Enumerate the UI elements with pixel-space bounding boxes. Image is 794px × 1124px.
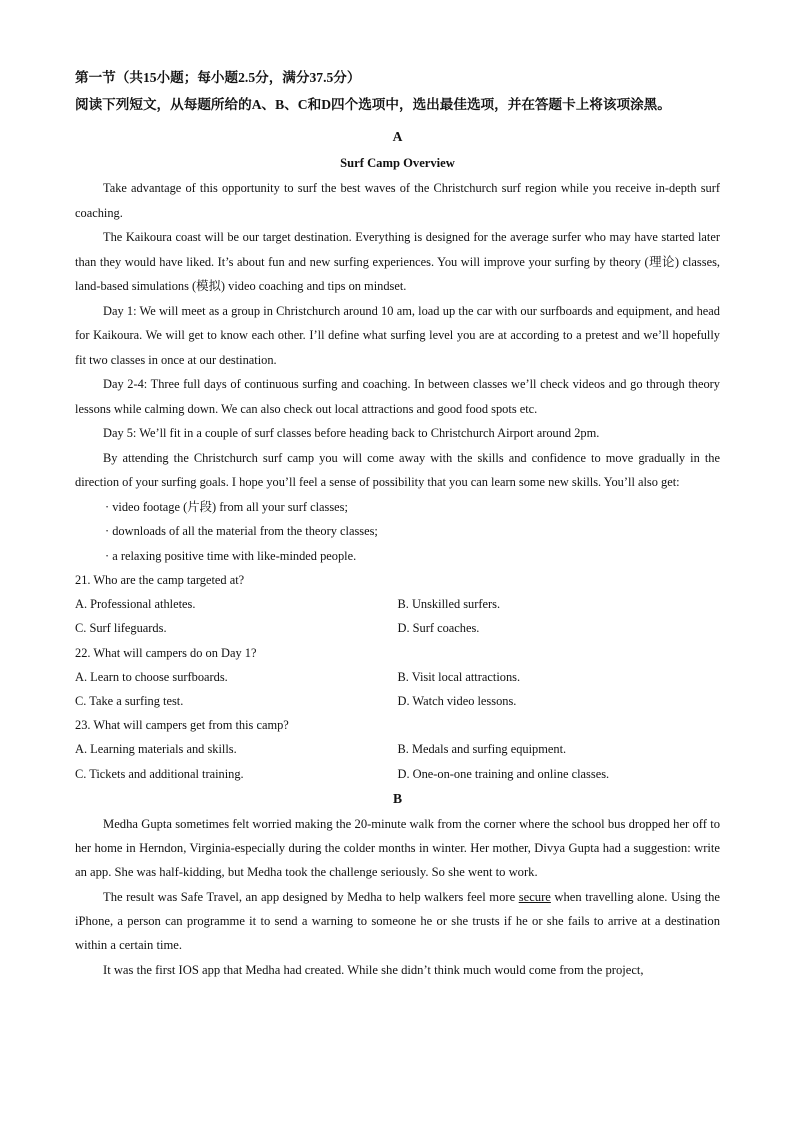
option-d[interactable]: D. Watch video lessons. <box>397 694 517 709</box>
question-23-options-row-2 <box>75 762 720 786</box>
passage-a-paragraph-1: Take advantage of this opportunity to surf the best waves of the Christchurch surf region while you receive in-depth surf coaching. <box>75 181 720 220</box>
paragraph-2-text-before: The result was Safe Travel, an app designed by Medha to help walkers feel more <box>103 889 519 904</box>
passage-b-letter: B <box>392 790 403 806</box>
passage-a-title: Surf Camp Overview <box>340 156 455 170</box>
question-22-stem: 22. What will campers do on Day 1? <box>75 645 257 660</box>
option-a[interactable]: A. Learning materials and skills. <box>75 742 237 757</box>
question-21-options-row-2 <box>75 616 720 640</box>
passage-a-paragraph-5: Day 5: We’ll fit in a couple of surf classes before heading back to Christchurch Airport around 2pm. <box>103 426 600 440</box>
benefit-bullet: · video footage (片段) from all your surf classes; <box>105 499 348 514</box>
passage-b-paragraph-2 <box>75 885 720 958</box>
exam-page <box>75 66 720 982</box>
option-c[interactable]: C. Tickets and additional training. <box>75 766 244 781</box>
option-a[interactable]: A. Professional athletes. <box>75 597 196 612</box>
passage-a-paragraph-4: Day 2-4: Three full days of continuous surfing and coaching. In between classes we’ll check videos and go through theory lessons while calming down. We can also check out local attractions and good food spots etc. <box>75 377 720 416</box>
option-d[interactable]: D. One-on-one training and online classes. <box>397 766 610 781</box>
question-22-options-row-2 <box>75 689 720 713</box>
passage-b-paragraph-3: It was the first IOS app that Medha had created. While she didn’t think much would come from the project, <box>103 962 644 977</box>
passage-a-paragraph-6: By attending the Christchurch surf camp you will come away with the skills and confidence to move gradually in the direction of your surfing goals. I hope you’ll feel a sense of possibility that you can learn some new skills. You’ll also get: <box>75 450 720 489</box>
passage-b-paragraph-1: Medha Gupta sometimes felt worried making the 20-minute walk from the corner where the school bus dropped her off to her home in Herndon, Virginia-especially during the colder months in winter. Her mother, Divya Gupta had a suggestion: write an app. She was half-kidding, but Medha took the challenge seriously. So she went to work. <box>75 816 720 880</box>
benefit-bullet: · a relaxing positive time with like-minded people. <box>105 548 357 563</box>
paragraph-2-text-after: when travelling alone. Using the iPhone, a person can programme it to send a warning to someone he or she trusts if he or she fails to arrive at a destination within a certain time. <box>75 889 720 953</box>
question-21-options-row-1 <box>75 592 720 616</box>
underlined-word-secure: secure <box>518 889 551 904</box>
question-21-stem: 21. Who are the camp targeted at? <box>75 573 245 587</box>
option-d[interactable]: D. Surf coaches. <box>397 621 480 636</box>
question-23-options-row-1 <box>75 737 720 761</box>
passage-a-paragraph-2: The Kaikoura coast will be our target destination. Everything is designed for the average surfer who may have started later than they would have liked. It’s about fun and new surfing experiences. You will improve your surfing by theory (理论) classes, land-based simulations (模拟) video coaching and tips on mindset. <box>75 230 720 293</box>
option-c[interactable]: C. Surf lifeguards. <box>75 621 167 636</box>
option-b[interactable]: B. Medals and surfing equipment. <box>397 742 567 757</box>
instructions: 阅读下列短文，从每题所给的A、B、C和D四个选项中，选出最佳选项，并在答题卡上将该项涂黑。 <box>75 97 671 112</box>
option-b[interactable]: B. Unskilled surfers. <box>397 597 501 612</box>
question-23-stem: 23. What will campers get from this camp? <box>75 718 289 733</box>
option-c[interactable]: C. Take a surfing test. <box>75 694 184 709</box>
option-b[interactable]: B. Visit local attractions. <box>397 669 521 684</box>
question-22-options-row-1 <box>75 665 720 689</box>
passage-a-paragraph-3: Day 1: We will meet as a group in Christchurch around 10 am, load up the car with our surfboards and equipment, and head for Kaikoura. We will get to know each other. I’ll define what surfing level you are at according to a pretest and we’ll hopefully fit two classes in once at our destination. <box>75 303 720 367</box>
option-a[interactable]: A. Learn to choose surfboards. <box>75 669 228 684</box>
section-header: 第一节（共15小题；每小题2.5分，满分37.5分） <box>75 70 361 85</box>
benefit-bullet: · downloads of all the material from the theory classes; <box>105 524 378 538</box>
passage-a-letter: A <box>392 129 403 144</box>
